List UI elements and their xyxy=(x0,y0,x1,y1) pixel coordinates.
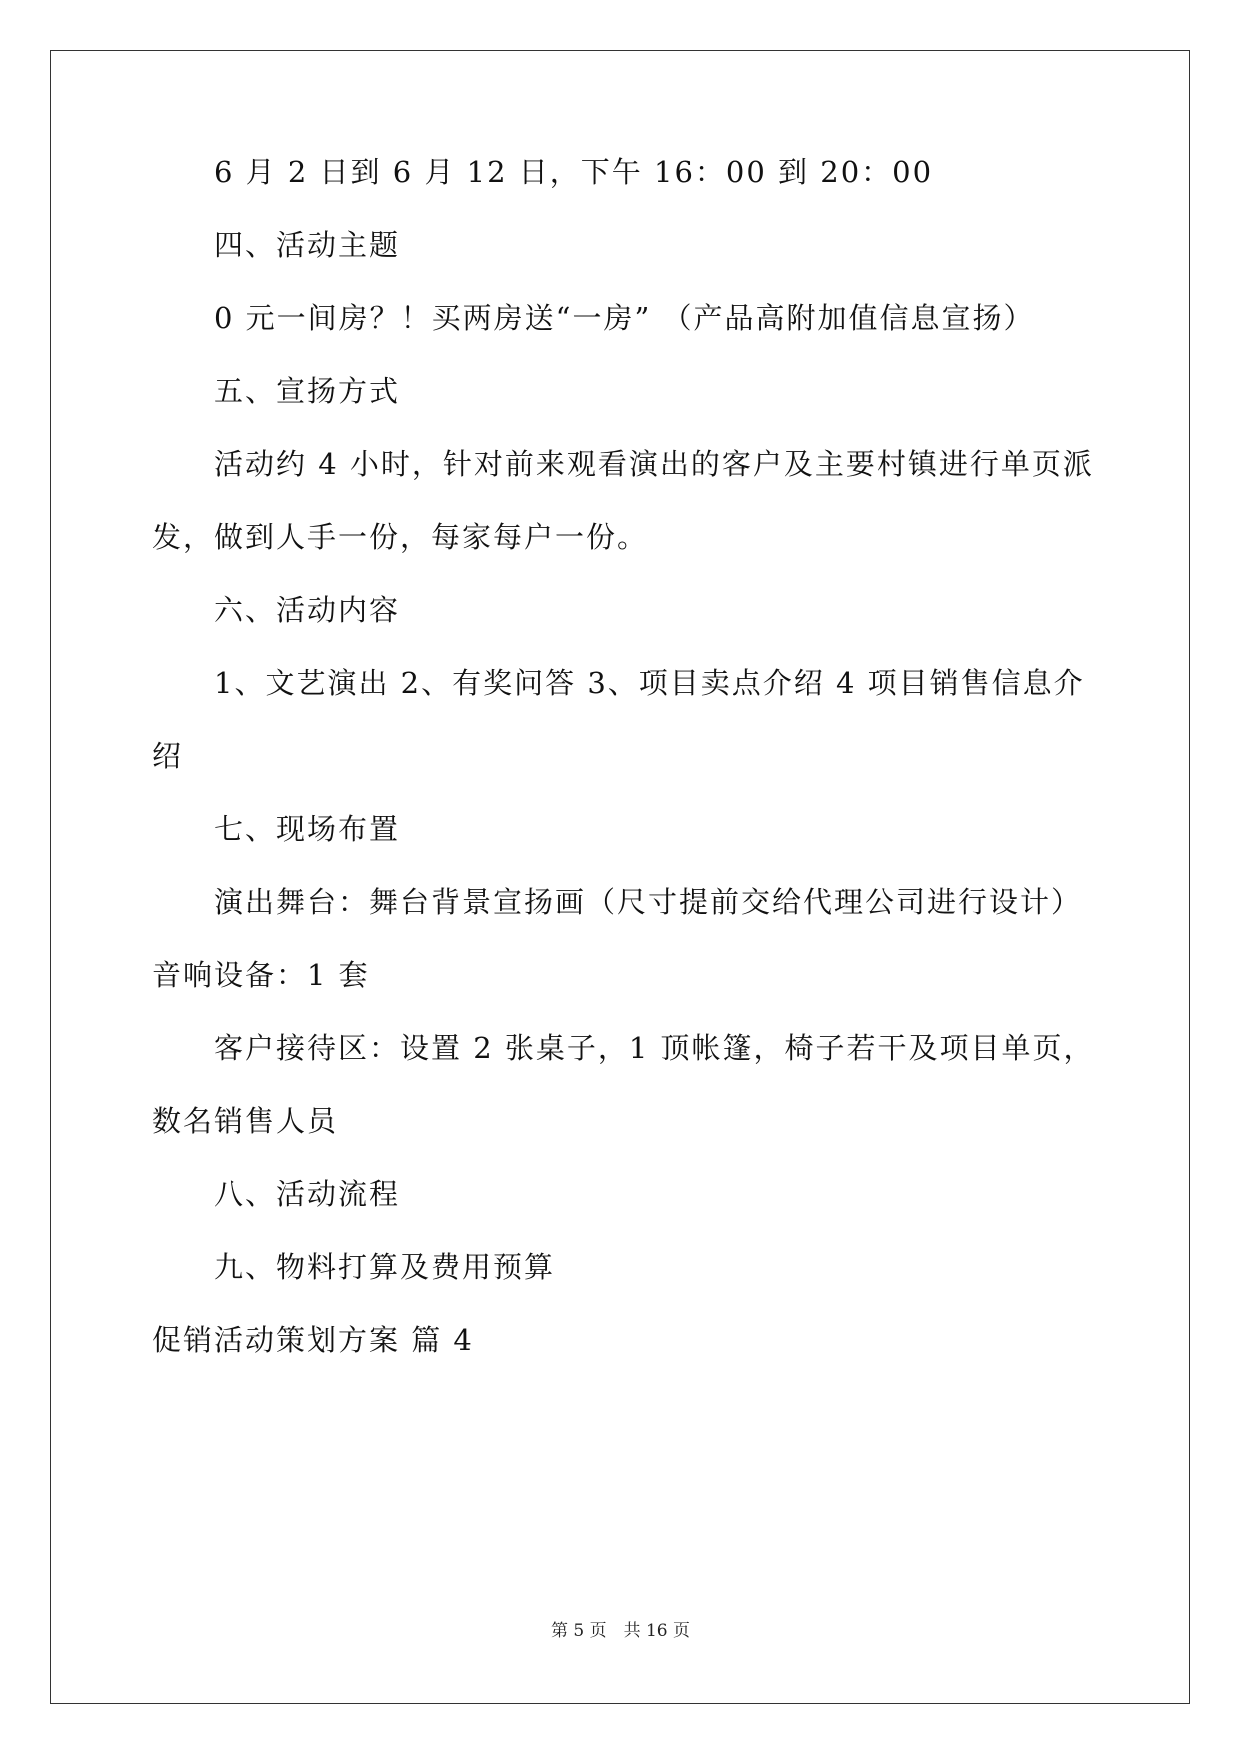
reception-text-line-2: 数名销售人员 xyxy=(152,1104,339,1138)
section-heading-theme: 四、活动主题 xyxy=(214,228,401,262)
content-text-line-1: 1、文艺演出 2、有奖问答 3、项目卖点介绍 4 项目销售信息介 xyxy=(214,666,1085,700)
chapter-heading: 促销活动策划方案 篇 4 xyxy=(152,1323,474,1357)
section-heading-layout: 七、现场布置 xyxy=(214,812,401,846)
section-heading-promotion: 五、宣扬方式 xyxy=(214,374,401,408)
time-range-line: 6 月 2 日到 6 月 12 日，下午 16：00 到 20：00 xyxy=(214,155,934,189)
section-heading-process: 八、活动流程 xyxy=(214,1177,401,1211)
page-number-footer: 第 5 页 共 16 页 xyxy=(550,1621,691,1641)
audio-equipment-text: 音响设备：1 套 xyxy=(152,958,370,992)
reception-text-line-1: 客户接待区：设置 2 张桌子，1 顶帐篷，椅子若干及项目单页， xyxy=(214,1031,1095,1065)
section-heading-content: 六、活动内容 xyxy=(214,593,401,627)
promotion-text-line-2: 发，做到人手一份，每家每户一份。 xyxy=(152,520,649,554)
section-heading-budget: 九、物料打算及费用预算 xyxy=(214,1250,556,1284)
theme-text: 0 元一间房？！买两房送“一房” （产品高附加值信息宣扬） xyxy=(214,301,1035,335)
page-border xyxy=(50,50,1190,1704)
stage-text: 演出舞台：舞台背景宣扬画（尺寸提前交给代理公司进行设计） xyxy=(214,885,1083,919)
promotion-text-line-1: 活动约 4 小时，针对前来观看演出的客户及主要村镇进行单页派 xyxy=(214,447,1094,481)
content-text-line-2: 绍 xyxy=(152,739,184,773)
